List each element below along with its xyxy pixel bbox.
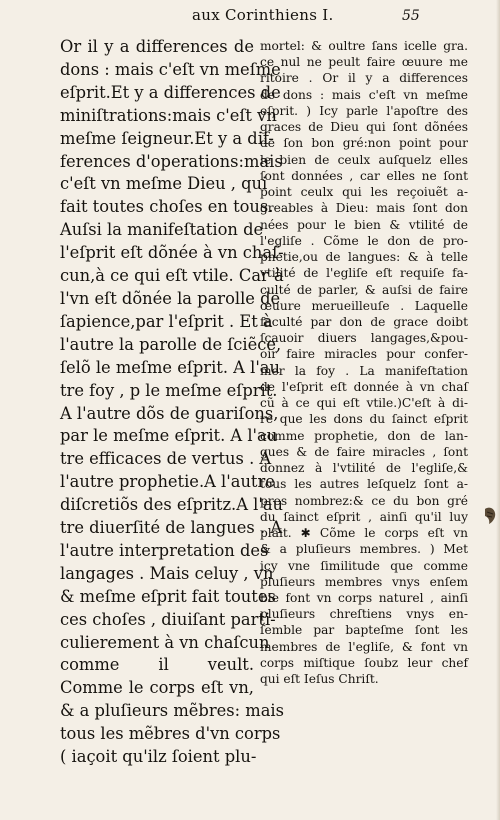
scripture-text-line: l'eſprit eſt dõnée à vn chaſ-	[60, 243, 284, 263]
margin-hand-ornament	[482, 503, 498, 527]
commentary-text-line: culté de parler, & auſsi de faire	[260, 282, 468, 297]
page-number: 55	[402, 8, 420, 24]
scripture-text-line: l'autre interpretation des	[60, 540, 269, 560]
scripture-text-line: ces choſes , diuiſant parti-	[60, 609, 276, 629]
commentary-text-line: mortel: & oultre ſans icelle gra.	[260, 39, 468, 53]
scripture-text-line: ſapience,par l'eſprit . Et à	[60, 311, 273, 331]
scripture-text-line: c'eſt vn meſme Dieu , qui	[60, 174, 268, 194]
commentary-text-line: gues & de faire miracles , ſont	[260, 444, 468, 459]
commentary-text-line: ſemble par bapteſme ſont les	[260, 623, 468, 638]
scripture-text-line: cun,à ce qui eſt vtile. Car à	[60, 266, 284, 286]
scripture-text-line: comme il veult.	[60, 655, 254, 675]
scripture-text-line: tous les mẽbres d'vn corps	[60, 724, 281, 744]
running-head	[0, 6, 500, 28]
scripture-text-column	[60, 36, 284, 769]
scripture-text-line: tre diuerſité de langues . A	[60, 518, 283, 538]
commentary-text-line: phetie,ou de langues: & à telle	[260, 250, 468, 265]
commentary-text-line: greables à Dieu: mais ſont don	[260, 201, 468, 216]
scripture-text-line: miniſtrations:mais c'eſt vn	[60, 105, 277, 125]
commentary-text-line: ritoire . Or il y a differences	[260, 71, 468, 86]
commentary-text-line: ble font vn corps naturel , ainſi	[260, 590, 468, 605]
commentary-text-line: donnez à l'vtilité de l'egliſe,&	[260, 461, 468, 476]
commentary-text-line: de l'eſprit eſt donnée à vn chaſ	[260, 379, 468, 394]
scripture-text-line: langages . Mais celuy , vn	[60, 563, 274, 583]
commentary-text-line: mer la foy . La manifeſtation	[260, 363, 468, 378]
commentary-text-line: membres de l'egliſe, & font vn	[260, 639, 468, 654]
commentary-text-line: eſprit. ) Icy parle l'apoſtre des	[260, 103, 468, 118]
commentary-text-line: ſont données , car elles ne ſont	[260, 168, 468, 183]
commentary-text-line: re que les dons du ſainct eſprit	[260, 412, 468, 427]
commentary-text-line: nées pour le bien & vtilité de	[260, 217, 468, 232]
commentary-text-line: icy vne ſimilitude que comme	[260, 558, 468, 573]
scripture-text-line: l'autre prophetie.A l'autre	[60, 472, 275, 492]
commentary-text-line: de dons : mais c'eſt vn meſme	[260, 87, 468, 102]
scripture-text-line: par le meſme eſprit. A l'au	[60, 426, 278, 446]
commentary-text-line: tous les autres leſquelz ſont a-	[260, 477, 468, 492]
scripture-text-line: diſcretiõs des eſpritz.A l'au	[60, 495, 284, 515]
scripture-text-line: ferences d'operations:mais	[60, 151, 283, 171]
scripture-text-line: tre foy , p le meſme eſprit.	[60, 380, 278, 400]
commentary-text-line: le bien de ceulx auſquelz elles	[260, 152, 468, 167]
scripture-text-line: eſprit.Et y a differences de	[60, 82, 281, 102]
scripture-text-line: tre efficaces de vertus . A	[60, 449, 272, 469]
commentary-text-line: comme prophetie, don de lan-	[260, 428, 468, 443]
commentary-text-line: faculté par don de grace doibt	[260, 314, 468, 329]
commentary-text-line: pluſieurs membres vnys enſem	[260, 574, 468, 589]
commentary-text-line: l'egliſe . Cõme le don de pro-	[260, 233, 468, 248]
commentary-text-line: graces de Dieu qui ſont dõnées	[260, 120, 468, 135]
commentary-text-line: oir faire miracles pour confer-	[260, 347, 468, 362]
scripture-text-line: ( iaçoit qu'ilz ſoient plu-	[60, 747, 257, 767]
scripture-text-line: fait toutes choſes en tous.	[60, 197, 274, 217]
scripture-text-line: Or il y a differences de	[60, 37, 254, 56]
commentary-text-line: de ſon bon gré:non point pour	[260, 136, 468, 151]
commentary-text-line: du ſainct eſprit , ainſi qu'il luy	[260, 509, 468, 524]
scripture-text-line: Auſsi la manifeſtation de	[60, 220, 264, 240]
commentary-text-line: œuure merueilleuſe . Laquelle	[260, 298, 468, 313]
scripture-text-line: meſme ſeigneur.Et y a dif-	[60, 128, 274, 148]
commentary-text-column	[260, 38, 468, 687]
scripture-text-line: Comme le corps eſt vn,	[60, 678, 254, 698]
commentary-text-line: vtilité de l'egliſe eſt requiſe fa-	[260, 266, 468, 281]
scripture-text-line: l'autre la parolle de ſciẽce,	[60, 334, 282, 354]
running-title: aux Corinthiens I.	[192, 6, 334, 24]
scripture-text-line: & meſme eſprit fait toutes	[60, 586, 276, 606]
commentary-text-line: pres nombrez:& ce du bon gré	[260, 493, 468, 508]
commentary-text-line: corps miſtique ſoubz leur chef	[260, 655, 468, 670]
commentary-text-line: ſçauoir diuers langages,&pou-	[260, 331, 468, 346]
commentary-text-line: pluſieurs chreſtiens vnys en-	[260, 607, 468, 622]
scripture-text-line: dons : mais c'eſt vn meſme	[60, 59, 281, 79]
commentary-text-line: point ceulx qui les reçoiuẽt a-	[260, 185, 468, 200]
commentary-text-line: qui eſt Ieſus Chriſt.	[260, 672, 379, 687]
scripture-text-line: A l'autre dõs de guariſons,	[60, 403, 279, 423]
scripture-text-line: ſelõ le meſme eſprit. A l'au	[60, 357, 280, 377]
scripture-text-line: & a pluſieurs mẽbres: mais	[60, 701, 284, 721]
commentary-text-line: plait. ✱ Cõme le corps eſt vn	[260, 526, 468, 541]
scripture-text-line: l'vn eſt dõnée la parolle de	[60, 288, 281, 308]
commentary-text-line: & a pluſieurs membres. ) Met	[260, 542, 468, 557]
commentary-text-line: ce nul ne peult faire œuure me	[260, 55, 468, 70]
scripture-text-line: culierement à vn chaſcun	[60, 632, 270, 652]
commentary-text-line: cũ à ce qui eſt vtile.)C'eſt à di-	[260, 396, 468, 411]
